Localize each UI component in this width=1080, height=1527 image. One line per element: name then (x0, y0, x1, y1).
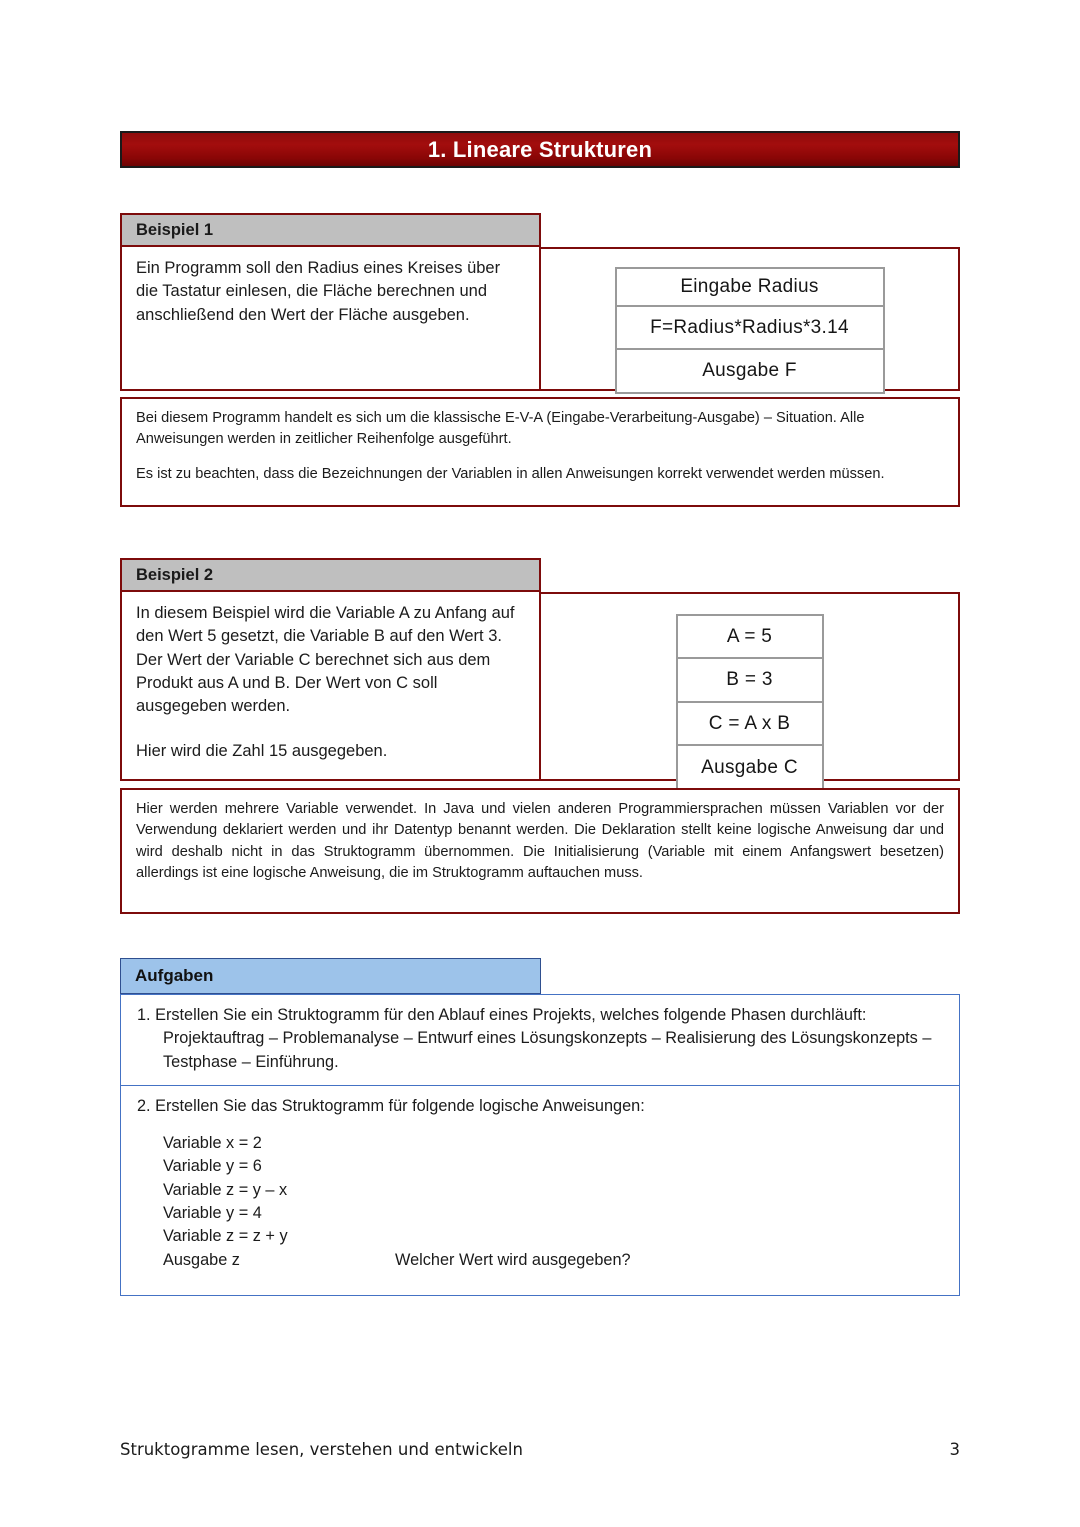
task-item-2-label: 2. Erstellen Sie das Struktogramm für folgende logische Anweisungen: (137, 1096, 645, 1115)
example-2-description-cell (120, 558, 541, 781)
code-line-statement: Variable y = 4 (163, 1204, 262, 1223)
struktogramm-row: Ausgabe F (702, 360, 797, 381)
struktogramm-row: B = 3 (678, 659, 822, 703)
page-title-banner (120, 131, 960, 168)
footer-title: Struktogramme lesen, verstehen und entwickeln (120, 1440, 523, 1459)
example-2-top-row (120, 558, 960, 781)
struktogramm-row: Eingabe Radius (617, 269, 883, 307)
example-1-header-label: Beispiel 1 (136, 220, 214, 239)
code-line (163, 1249, 943, 1272)
code-line-statement: Variable x = 2 (163, 1134, 262, 1153)
example-1-block (120, 213, 960, 391)
struktogramm-row: A = 5 (678, 616, 822, 659)
page-footer (120, 1440, 960, 1459)
example-1-description-body (122, 247, 539, 339)
page-title: 1. Lineare Strukturen (427, 136, 653, 162)
struktogramm-row: F=Radius*Radius*3.14 (617, 307, 883, 350)
struktogramm-row: C = A x B (678, 703, 822, 746)
example-1-header (122, 215, 539, 247)
task-item-2 (121, 1086, 959, 1283)
example-2-header (122, 560, 539, 592)
example-2-note-box (120, 788, 960, 914)
code-line-comment: Welcher Wert wird ausgegeben? (395, 1250, 631, 1269)
tasks-box (120, 994, 960, 1296)
code-line (163, 1202, 943, 1225)
example-1-note-2: Es ist zu beachten, dass die Bezeichnungen der Variablen in allen Anweisungen korrekt verwendet werden müssen. (136, 465, 885, 482)
example-2-diagram-cell (539, 592, 960, 781)
task-item-2-text (137, 1095, 943, 1118)
example-2-description-body (122, 592, 539, 776)
example-2-note-1: Hier werden mehrere Variable verwendet. In Java und vielen anderen Programmiersprachen müssen Variablen vor der Verwendung deklariert werden und ihr Datentyp benannt werden. Die Deklaration stellt keine logische Anweisung dar und wird deshalb nicht in das Struktogramm übernommen. Die Initialisierung (Variable mit einem Anfangswert besetzen) allerdings ist eine logische Anweisung, die im Struktogramm auftauchen muss. (136, 801, 944, 882)
example-1-description-cell (120, 213, 541, 391)
example-1-note-box (120, 397, 960, 507)
example-1-description-text: Ein Programm soll den Radius eines Kreises über die Tastatur einlesen, die Fläche berechnen und anschließend den Wert der Fläche ausgeben. (136, 259, 501, 324)
example-1-diagram-cell (539, 247, 960, 391)
code-line (163, 1179, 943, 1202)
task-item-1-text (137, 1004, 943, 1074)
example-2-description-text: In diesem Beispiel wird die Variable A zu Anfang auf den Wert 5 gesetzt, die Variable B auf den Wert 3. Der Wert der Variable C berechnet sich aus dem Produkt aus A und B. Der Wert von C soll ausgegeben werden. (136, 604, 515, 715)
code-line (163, 1132, 943, 1155)
code-line-statement: Variable z = z + y (163, 1227, 288, 1246)
example-2-header-label: Beispiel 2 (136, 565, 214, 584)
example-2-description-text-2: Hier wird die Zahl 15 ausgegeben. (136, 742, 388, 761)
code-line-statement: Ausgabe z (163, 1250, 240, 1269)
task-item-2-code-list (137, 1132, 943, 1272)
tasks-header-label: Aufgaben (135, 966, 214, 985)
code-line (163, 1225, 943, 1248)
example-2-block (120, 558, 960, 781)
task-item-1 (121, 995, 959, 1086)
example-2-struktogramm (676, 614, 824, 792)
example-1-top-row (120, 213, 960, 391)
example-1-struktogramm (615, 267, 885, 394)
example-1-note-1: Bei diesem Programm handelt es sich um die klassische E-V-A (Eingabe-Verarbeitung-Ausgabe) – Situation. Alle Anweisungen werden in zeitlicher Reihenfolge ausgeführt. (136, 410, 865, 448)
code-line (163, 1155, 943, 1178)
code-line-statement: Variable y = 6 (163, 1157, 262, 1176)
struktogramm-row: Ausgabe C (701, 757, 798, 778)
code-line-statement: Variable z = y – x (163, 1180, 288, 1199)
task-item-1-label: 1. Erstellen Sie ein Struktogramm für den Ablauf eines Projekts, welches folgende Phasen durchläuft: Projektauftrag – Problemanalyse – Entwurf eines Lösungskonzepts – Realisierung des Lösungskonzepts – Testphase – Einführung. (137, 1006, 932, 1071)
tasks-header (120, 958, 541, 994)
footer-page-number: 3 (949, 1440, 960, 1459)
